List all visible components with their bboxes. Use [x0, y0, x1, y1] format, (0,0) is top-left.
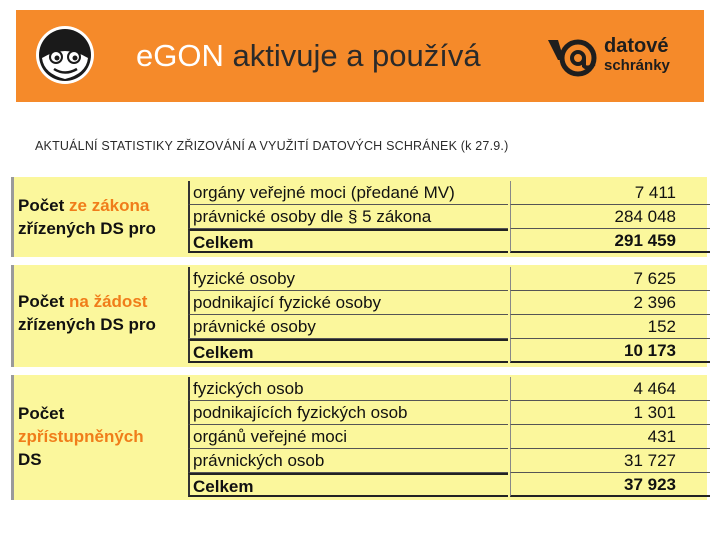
egon-mascot-icon	[34, 24, 96, 86]
row-name: právnické osoby dle § 5 zákona	[188, 205, 508, 229]
label-highlight: ze zákona	[69, 196, 150, 215]
row-value: 1 301	[510, 401, 710, 425]
label-highlight: na žádost	[69, 292, 148, 311]
row-name: podnikající fyzické osoby	[188, 291, 508, 315]
table-row	[188, 267, 710, 291]
total-row	[188, 473, 710, 497]
row-value: 284 048	[510, 205, 710, 229]
page-subtitle: AKTUÁLNÍ STATISTIKY ZŘIZOVÁNÍ A VYUŽITÍ DATOVÝCH SCHRÁNEK (k 27.9.)	[35, 139, 509, 153]
table-row	[188, 377, 710, 401]
row-value: 4 464	[510, 377, 710, 401]
row-value: 152	[510, 315, 710, 339]
row-name: fyzické osoby	[188, 267, 508, 291]
logo-line-2: schránky	[604, 57, 670, 74]
table-row	[188, 425, 710, 449]
section-divider	[11, 257, 707, 265]
section-na-zadost	[11, 265, 707, 367]
row-value: 7 625	[510, 267, 710, 291]
banner-title	[136, 36, 481, 76]
table-row	[188, 205, 710, 229]
table-row	[188, 291, 710, 315]
section-divider	[11, 367, 707, 375]
at-sign-icon	[544, 34, 600, 82]
section-ze-zakona	[11, 177, 707, 257]
table-row	[188, 181, 710, 205]
row-name: fyzických osob	[188, 377, 508, 401]
row-value: 2 396	[510, 291, 710, 315]
datove-schranky-logo	[544, 30, 704, 86]
total-row	[188, 339, 710, 363]
table-row	[188, 315, 710, 339]
label-suffix: zřízených DS pro	[18, 315, 156, 334]
total-label: Celkem	[188, 229, 508, 253]
title-brand: eGON	[136, 38, 224, 73]
logo-line-1: datové	[604, 35, 669, 57]
section-label	[18, 290, 186, 336]
row-name: právnické osoby	[188, 315, 508, 339]
row-name: orgánů veřejné moci	[188, 425, 508, 449]
label-prefix: Počet	[18, 404, 65, 423]
label-suffix: zřízených DS pro	[18, 219, 156, 238]
row-value: 31 727	[510, 449, 710, 473]
label-prefix: Počet	[18, 196, 70, 215]
row-value: 431	[510, 425, 710, 449]
row-value: 7 411	[510, 181, 710, 205]
table-row	[188, 449, 710, 473]
total-value: 37 923	[510, 473, 710, 497]
total-label: Celkem	[188, 473, 508, 497]
total-row	[188, 229, 710, 253]
table-row	[188, 401, 710, 425]
statistics-table	[11, 177, 707, 500]
row-name: podnikajících fyzických osob	[188, 401, 508, 425]
section-zpristupnenych	[11, 375, 707, 500]
total-value: 291 459	[510, 229, 710, 253]
row-name: orgány veřejné moci (předané MV)	[188, 181, 508, 205]
total-value: 10 173	[510, 339, 710, 363]
section-label	[18, 402, 186, 471]
label-highlight: zpřístupněných	[18, 427, 144, 446]
title-text: aktivuje a používá	[232, 38, 481, 73]
label-prefix: Počet	[18, 292, 70, 311]
label-suffix: DS	[18, 450, 42, 469]
row-name: právnických osob	[188, 449, 508, 473]
total-label: Celkem	[188, 339, 508, 363]
section-label	[18, 194, 186, 240]
header-banner	[16, 10, 704, 102]
